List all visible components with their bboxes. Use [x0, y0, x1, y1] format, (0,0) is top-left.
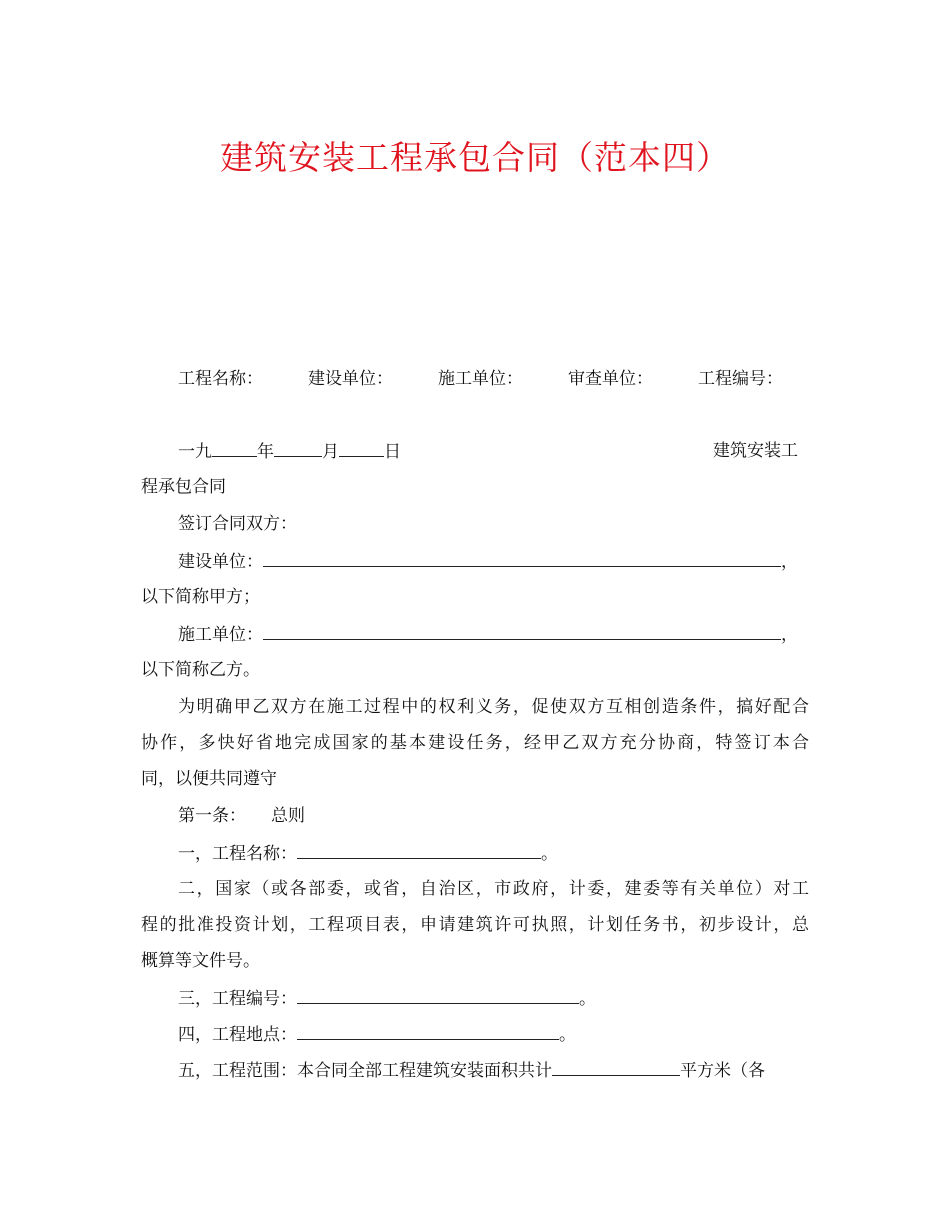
- meta-project-name: 工程名称：: [178, 369, 263, 389]
- item-5-blank: [552, 1057, 680, 1076]
- date-day: 日: [384, 442, 401, 462]
- contract-heading-part2: 程承包合同: [141, 477, 226, 497]
- party-a-label: 建设单位：: [178, 552, 263, 572]
- preamble-line-2: 协作，多快好省地完成国家的基本建设任务，经甲乙双方充分协商，特签订本合: [141, 733, 809, 753]
- item-3-line: [178, 985, 596, 1012]
- year-blank: [212, 438, 257, 457]
- item-4-end: 。: [559, 1025, 576, 1045]
- date-line: [178, 438, 401, 465]
- date-year: 年: [257, 442, 274, 462]
- party-b-blank: [263, 621, 781, 640]
- item-1-label: 一，工程名称：: [178, 844, 297, 864]
- contract-heading-part1: 建筑安装工: [713, 441, 798, 461]
- item-2-line-2: 程的批准投资计划，工程项目表，申请建筑许可执照，计划任务书，初步设计，总: [141, 915, 809, 935]
- item-5-label: 五，工程范围：本合同全部工程建筑安装面积共计: [178, 1061, 552, 1081]
- day-blank: [339, 438, 384, 457]
- meta-construction-unit: 建设单位：: [308, 369, 393, 389]
- article-1-label: 第一条：: [178, 806, 246, 826]
- party-a-blank: [263, 548, 781, 567]
- date-month: 月: [322, 442, 339, 462]
- meta-review-unit: 审查单位：: [568, 369, 653, 389]
- article-1-title: 总则: [271, 806, 305, 826]
- preamble-line-3: 同，以便共同遵守: [141, 769, 277, 789]
- party-b-line: [178, 621, 798, 648]
- preamble-line-1: 为明确甲乙双方在施工过程中的权利义务，促使双方互相创造条件，搞好配合: [178, 697, 809, 717]
- party-a-line: [178, 548, 798, 575]
- meta-project-number: 工程编号：: [698, 369, 783, 389]
- document-title: 建筑安装工程承包合同（范本四）: [220, 138, 730, 177]
- item-4-blank: [297, 1021, 559, 1040]
- item-4-label: 四，工程地点：: [178, 1025, 297, 1045]
- item-3-label: 三，工程编号：: [178, 989, 297, 1009]
- item-1-line: [178, 840, 558, 867]
- item-4-line: [178, 1021, 576, 1048]
- party-b-label: 施工单位：: [178, 625, 263, 645]
- party-a-note: 以下简称甲方；: [141, 587, 260, 607]
- party-b-suffix: ，: [781, 625, 798, 645]
- item-3-blank: [297, 985, 579, 1004]
- parties-label: 签订合同双方：: [178, 514, 297, 534]
- month-blank: [274, 438, 322, 457]
- item-2-line-1: 二，国家（或各部委，或省，自治区，市政府，计委，建委等有关单位）对工: [178, 879, 809, 899]
- item-1-end: 。: [541, 844, 558, 864]
- meta-contractor-unit: 施工单位：: [438, 369, 523, 389]
- item-1-blank: [297, 840, 541, 859]
- party-b-note: 以下简称乙方。: [141, 660, 260, 680]
- party-a-suffix: ，: [781, 552, 798, 572]
- date-prefix: 一九: [178, 442, 212, 462]
- item-2-line-3: 概算等文件号。: [141, 951, 260, 971]
- item-5-line: [178, 1057, 765, 1084]
- item-5-end: 平方米（各: [680, 1061, 765, 1081]
- item-3-end: 。: [579, 989, 596, 1009]
